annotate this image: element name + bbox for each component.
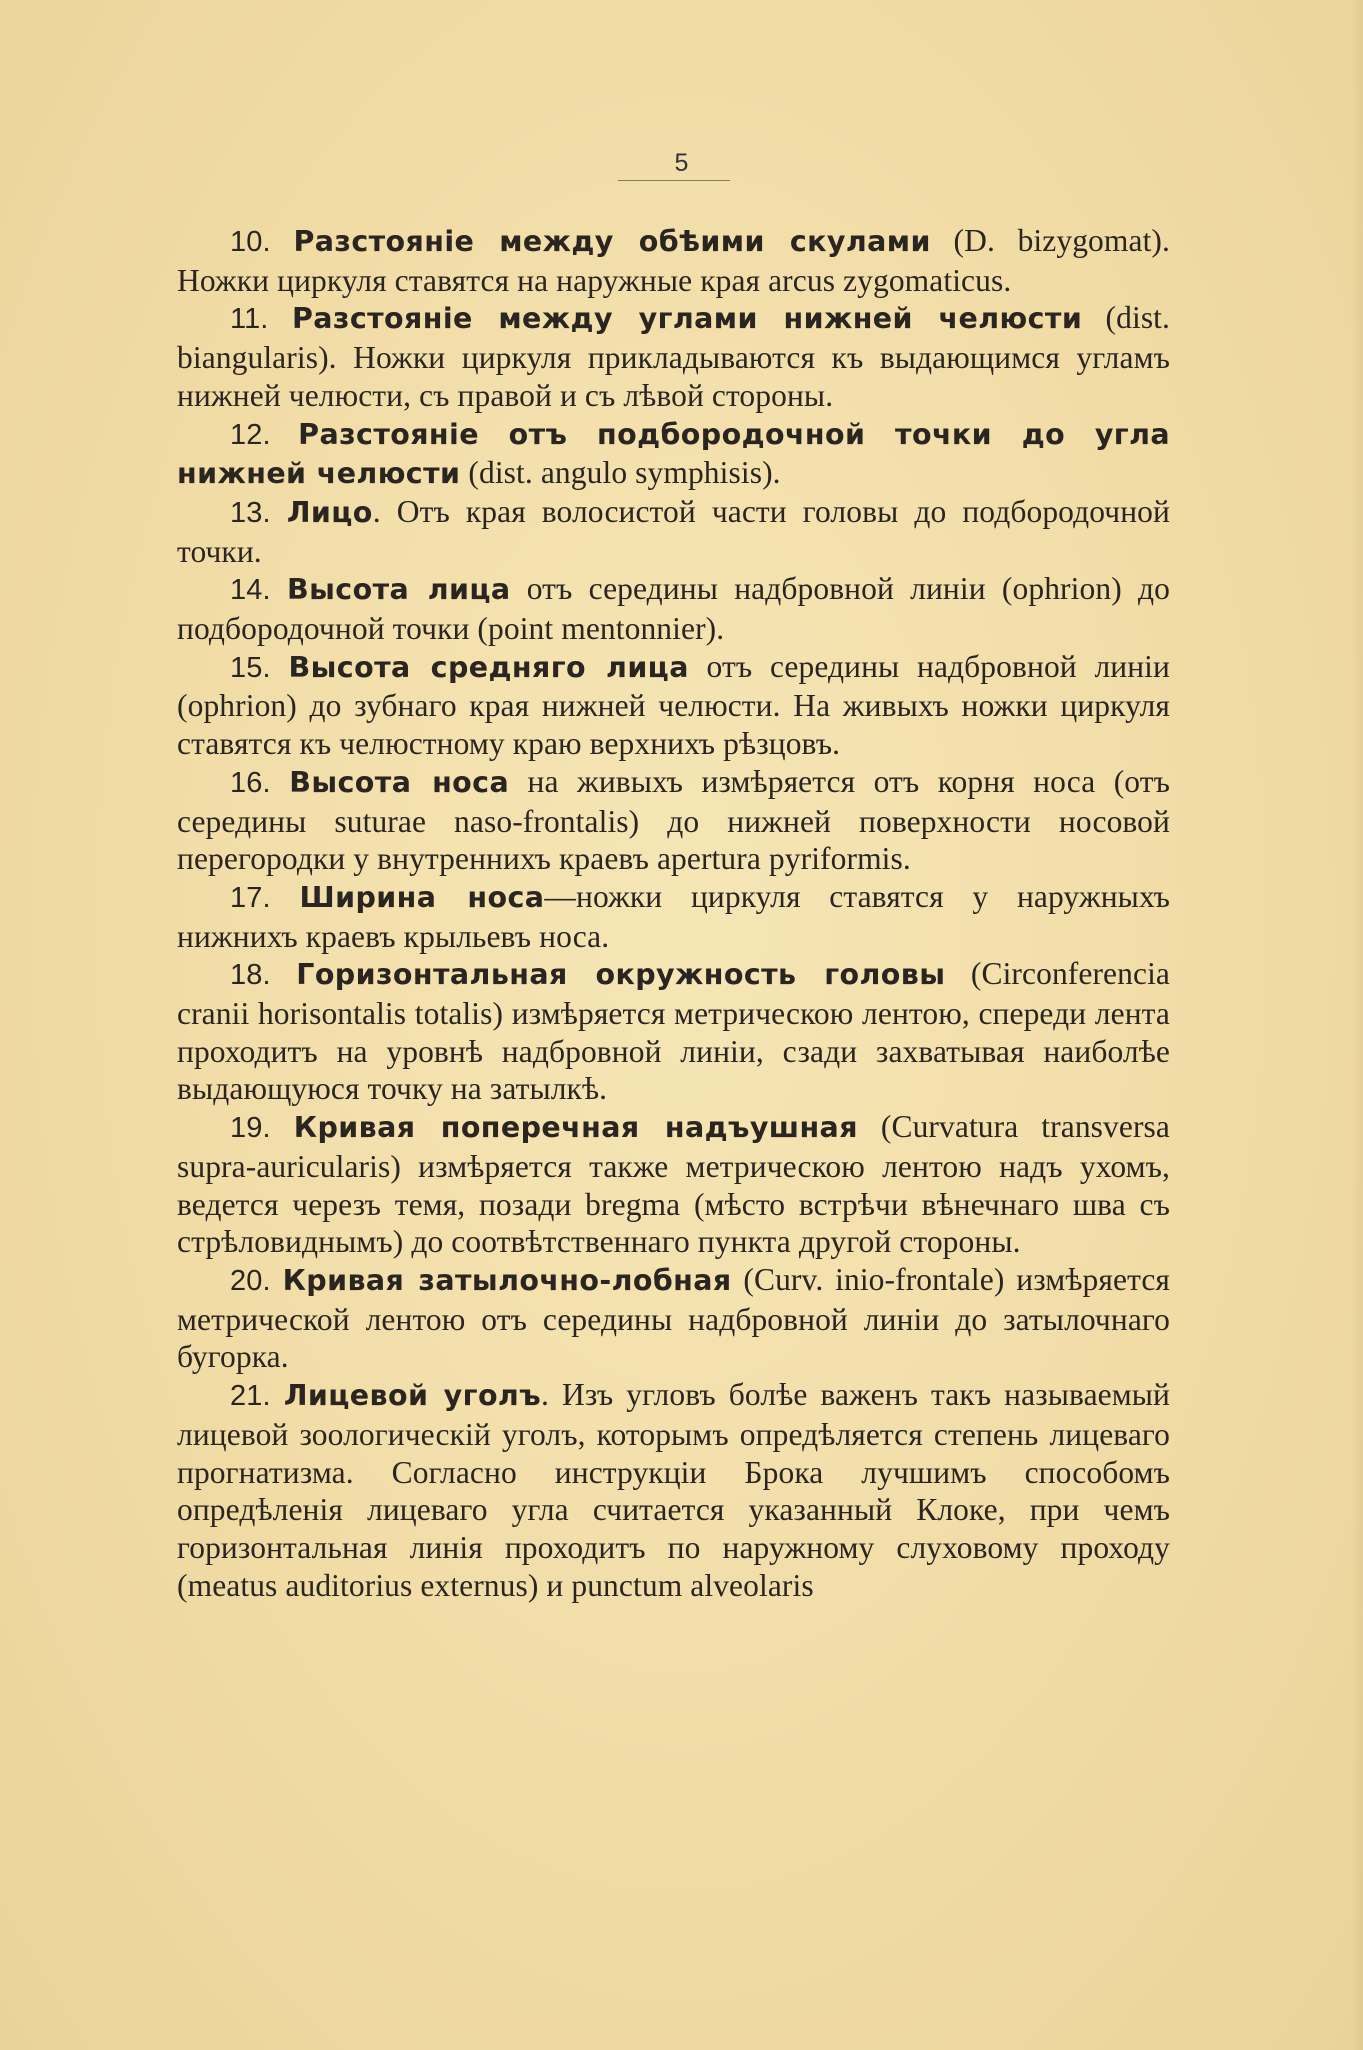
paragraph-19	[177, 1108, 1170, 1261]
item-number: 10.	[230, 226, 294, 258]
item-heading: Лицо	[286, 495, 373, 529]
item-heading: Разстоянiе между обѣими скулами	[293, 225, 931, 258]
paragraph-18	[177, 955, 1170, 1108]
text-body	[177, 222, 1170, 1604]
item-text: на живыхъ измѣряется отъ корня носа (отъ середины suturae naso-frontalis) до нижней поверхности носовой перегородки у внутреннихъ краевъ apertura pyriformis.	[177, 763, 1170, 877]
paragraph-11	[177, 299, 1170, 414]
item-number: 20.	[230, 1264, 283, 1297]
item-heading: Ширина носа	[299, 880, 545, 914]
item-number: 11.	[230, 303, 292, 336]
item-text: —ножки циркуля ставятся у наружныхъ нижнихъ краевъ крыльевъ носа.	[177, 878, 1170, 954]
paragraph-16	[177, 763, 1170, 878]
item-text: (dist. angulo symphisis).	[460, 455, 781, 491]
item-heading: Высота лица	[287, 573, 511, 607]
item-heading: Разстоянiе отъ подбородочной точки до угла нижней челюсти	[177, 417, 1170, 491]
item-text: отъ середины надбровной линiи (ophrion) до зубнаго края нижней челюсти. На живыхъ ножки циркуля ставятся къ челюстному краю верхнихъ рѣзцовъ.	[177, 648, 1170, 762]
item-number: 19.	[230, 1112, 294, 1145]
item-heading: Горизонтальная окружность головы	[296, 958, 946, 992]
paragraph-20	[177, 1261, 1170, 1376]
item-text: . Отъ края волосистой части головы до подбородочной точки.	[177, 493, 1170, 569]
item-number: 21.	[230, 1380, 284, 1413]
item-heading: Лицевой уголъ	[283, 1379, 542, 1413]
item-text: отъ середины надбровной линiи (ophrion) до подбородочной точки (point mentonnier).	[177, 571, 1170, 647]
page-number-rule	[618, 180, 730, 181]
paragraph-10	[177, 222, 1170, 299]
item-number: 17.	[230, 881, 300, 914]
item-text: (Curv. inio-frontale) измѣряется метрической лентою отъ середины надбровной линiи до затылочнаго бугорка.	[177, 1261, 1170, 1375]
item-number: 13.	[230, 496, 287, 529]
page-number: 5	[674, 149, 689, 177]
paragraph-12	[177, 415, 1170, 493]
item-number: 12.	[230, 418, 299, 451]
paragraph-15	[177, 648, 1170, 763]
paragraph-13	[177, 493, 1170, 570]
item-heading: Высота носа	[289, 765, 510, 799]
page-edge-shadow	[1351, 0, 1363, 2050]
item-heading: Разстоянiе между углами нижней челюсти	[291, 302, 1083, 336]
item-text: (dist. biangularis). Ножки циркуля прикладываются къ выдающимся угламъ нижней челюсти, съ правой и съ лѣвой стороны.	[177, 300, 1170, 413]
paragraph-17	[177, 878, 1170, 955]
item-heading: Высота средняго лица	[288, 650, 689, 684]
item-text: (D. bizygomat). Ножки циркуля ставятся на наружные края arcus zygomaticus.	[177, 223, 1170, 298]
paragraph-14	[177, 570, 1170, 647]
item-text: (Circonferencia cranii horisontalis totalis) измѣряется метрическою лентою, спереди лента проходитъ на уровнѣ надбровной линiи, сзади захватывая наиболѣе выдающуюся точку на затылкѣ.	[177, 956, 1170, 1107]
item-text: (Curvatura transversa supra-auricularis) измѣряется также метрическою лентою надъ ухомъ, ведется черезъ темя, позади bregma (мѣсто встрѣчи вѣнечнаго шва съ стрѣловиднымъ) до соотвѣтственнаго пункта другой стороны.	[177, 1109, 1170, 1260]
paragraph-21	[177, 1376, 1170, 1604]
item-heading: Кривая затылочно-лобная	[282, 1263, 732, 1297]
item-number: 16.	[230, 766, 290, 799]
item-heading: Кривая поперечная надъушная	[293, 1111, 858, 1145]
item-number: 14.	[230, 574, 288, 607]
item-number: 18.	[230, 959, 297, 992]
item-text: . Изъ угловъ болѣе важенъ такъ называемый лицевой зоологическiй уголъ, которымъ опредѣляется степень лицеваго прогнатизма. Согласно инструкцiи Брока лучшимъ способомъ опредѣленiя лицеваго угла считается указанный Клоке, при чемъ горизонтальная линiя проходитъ по наружному слуховому проходу (meatus auditorius externus) и punctum alveolaris	[177, 1377, 1170, 1603]
item-number: 15.	[230, 651, 289, 684]
